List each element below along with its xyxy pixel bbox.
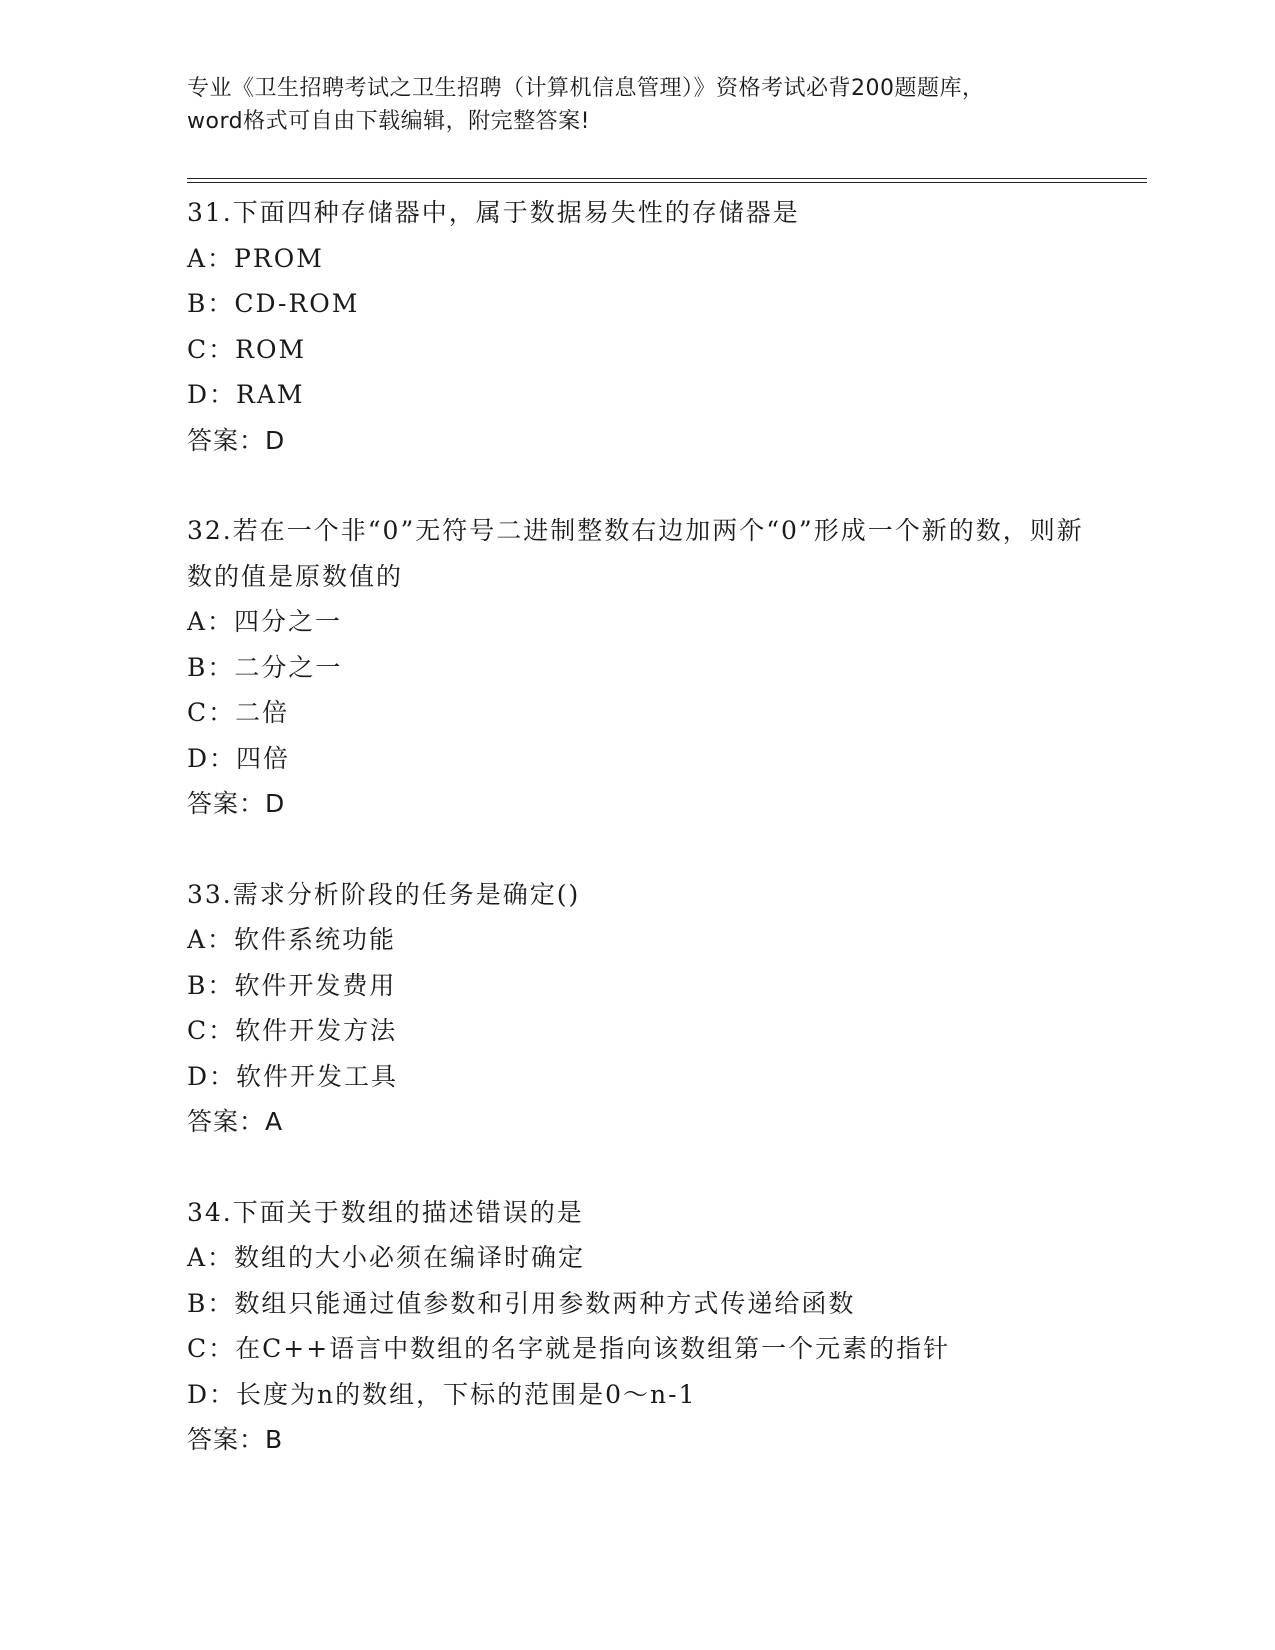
option-d: D：长度为n的数组，下标的范围是0～n-1 (187, 1379, 697, 1409)
option-c: C：在C++语言中数组的名字就是指向该数组第一个元素的指针 (187, 1334, 951, 1363)
option-d: D：RAM (187, 380, 305, 409)
answer-line: 答案：D (187, 425, 286, 455)
divider-line-bottom (187, 182, 1147, 183)
question-stem: 34.下面关于数组的描述错误的是 (187, 1197, 584, 1227)
header-divider (187, 178, 1147, 186)
option-a: A：数组的大小必须在编译时确定 (187, 1243, 586, 1272)
option-d: D：四倍 (187, 743, 291, 773)
question-31 (187, 190, 1147, 463)
question-stem: 33.需求分析阶段的任务是确定() (187, 879, 581, 909)
document-header (187, 72, 1087, 138)
option-a: A：软件系统功能 (187, 925, 397, 954)
option-c: C：二倍 (187, 698, 290, 727)
question-stem: 32.若在一个非“0”无符号二进制整数右边加两个“0”形成一个新的数，则新数的值是原数值的 (187, 516, 1084, 591)
answer-line: 答案：D (187, 789, 286, 818)
option-a: A：四分之一 (187, 607, 343, 636)
question-32 (187, 508, 1147, 827)
question-list (187, 190, 1147, 1508)
divider-line-top (187, 178, 1147, 179)
header-line-2: word格式可自由下载编辑，附完整答案! (187, 109, 590, 134)
answer-line: 答案：B (187, 1425, 284, 1454)
option-c: C：软件开发方法 (187, 1016, 398, 1045)
option-b: B：CD-ROM (187, 289, 360, 318)
question-34 (187, 1190, 1147, 1463)
option-a: A：PROM (187, 243, 324, 273)
option-d: D：软件开发工具 (187, 1061, 399, 1091)
option-b: B：数组只能通过值参数和引用参数两种方式传递给函数 (187, 1288, 856, 1318)
option-c: C：ROM (187, 334, 307, 364)
question-stem: 31.下面四种存储器中，属于数据易失性的存储器是 (187, 198, 800, 227)
answer-line: 答案：A (187, 1107, 284, 1136)
option-b: B：软件开发费用 (187, 970, 397, 1000)
option-b: B：二分之一 (187, 652, 343, 682)
question-33 (187, 872, 1147, 1145)
header-line-1: 专业《卫生招聘考试之卫生招聘（计算机信息管理）》资格考试必背200题题库， (187, 76, 985, 101)
